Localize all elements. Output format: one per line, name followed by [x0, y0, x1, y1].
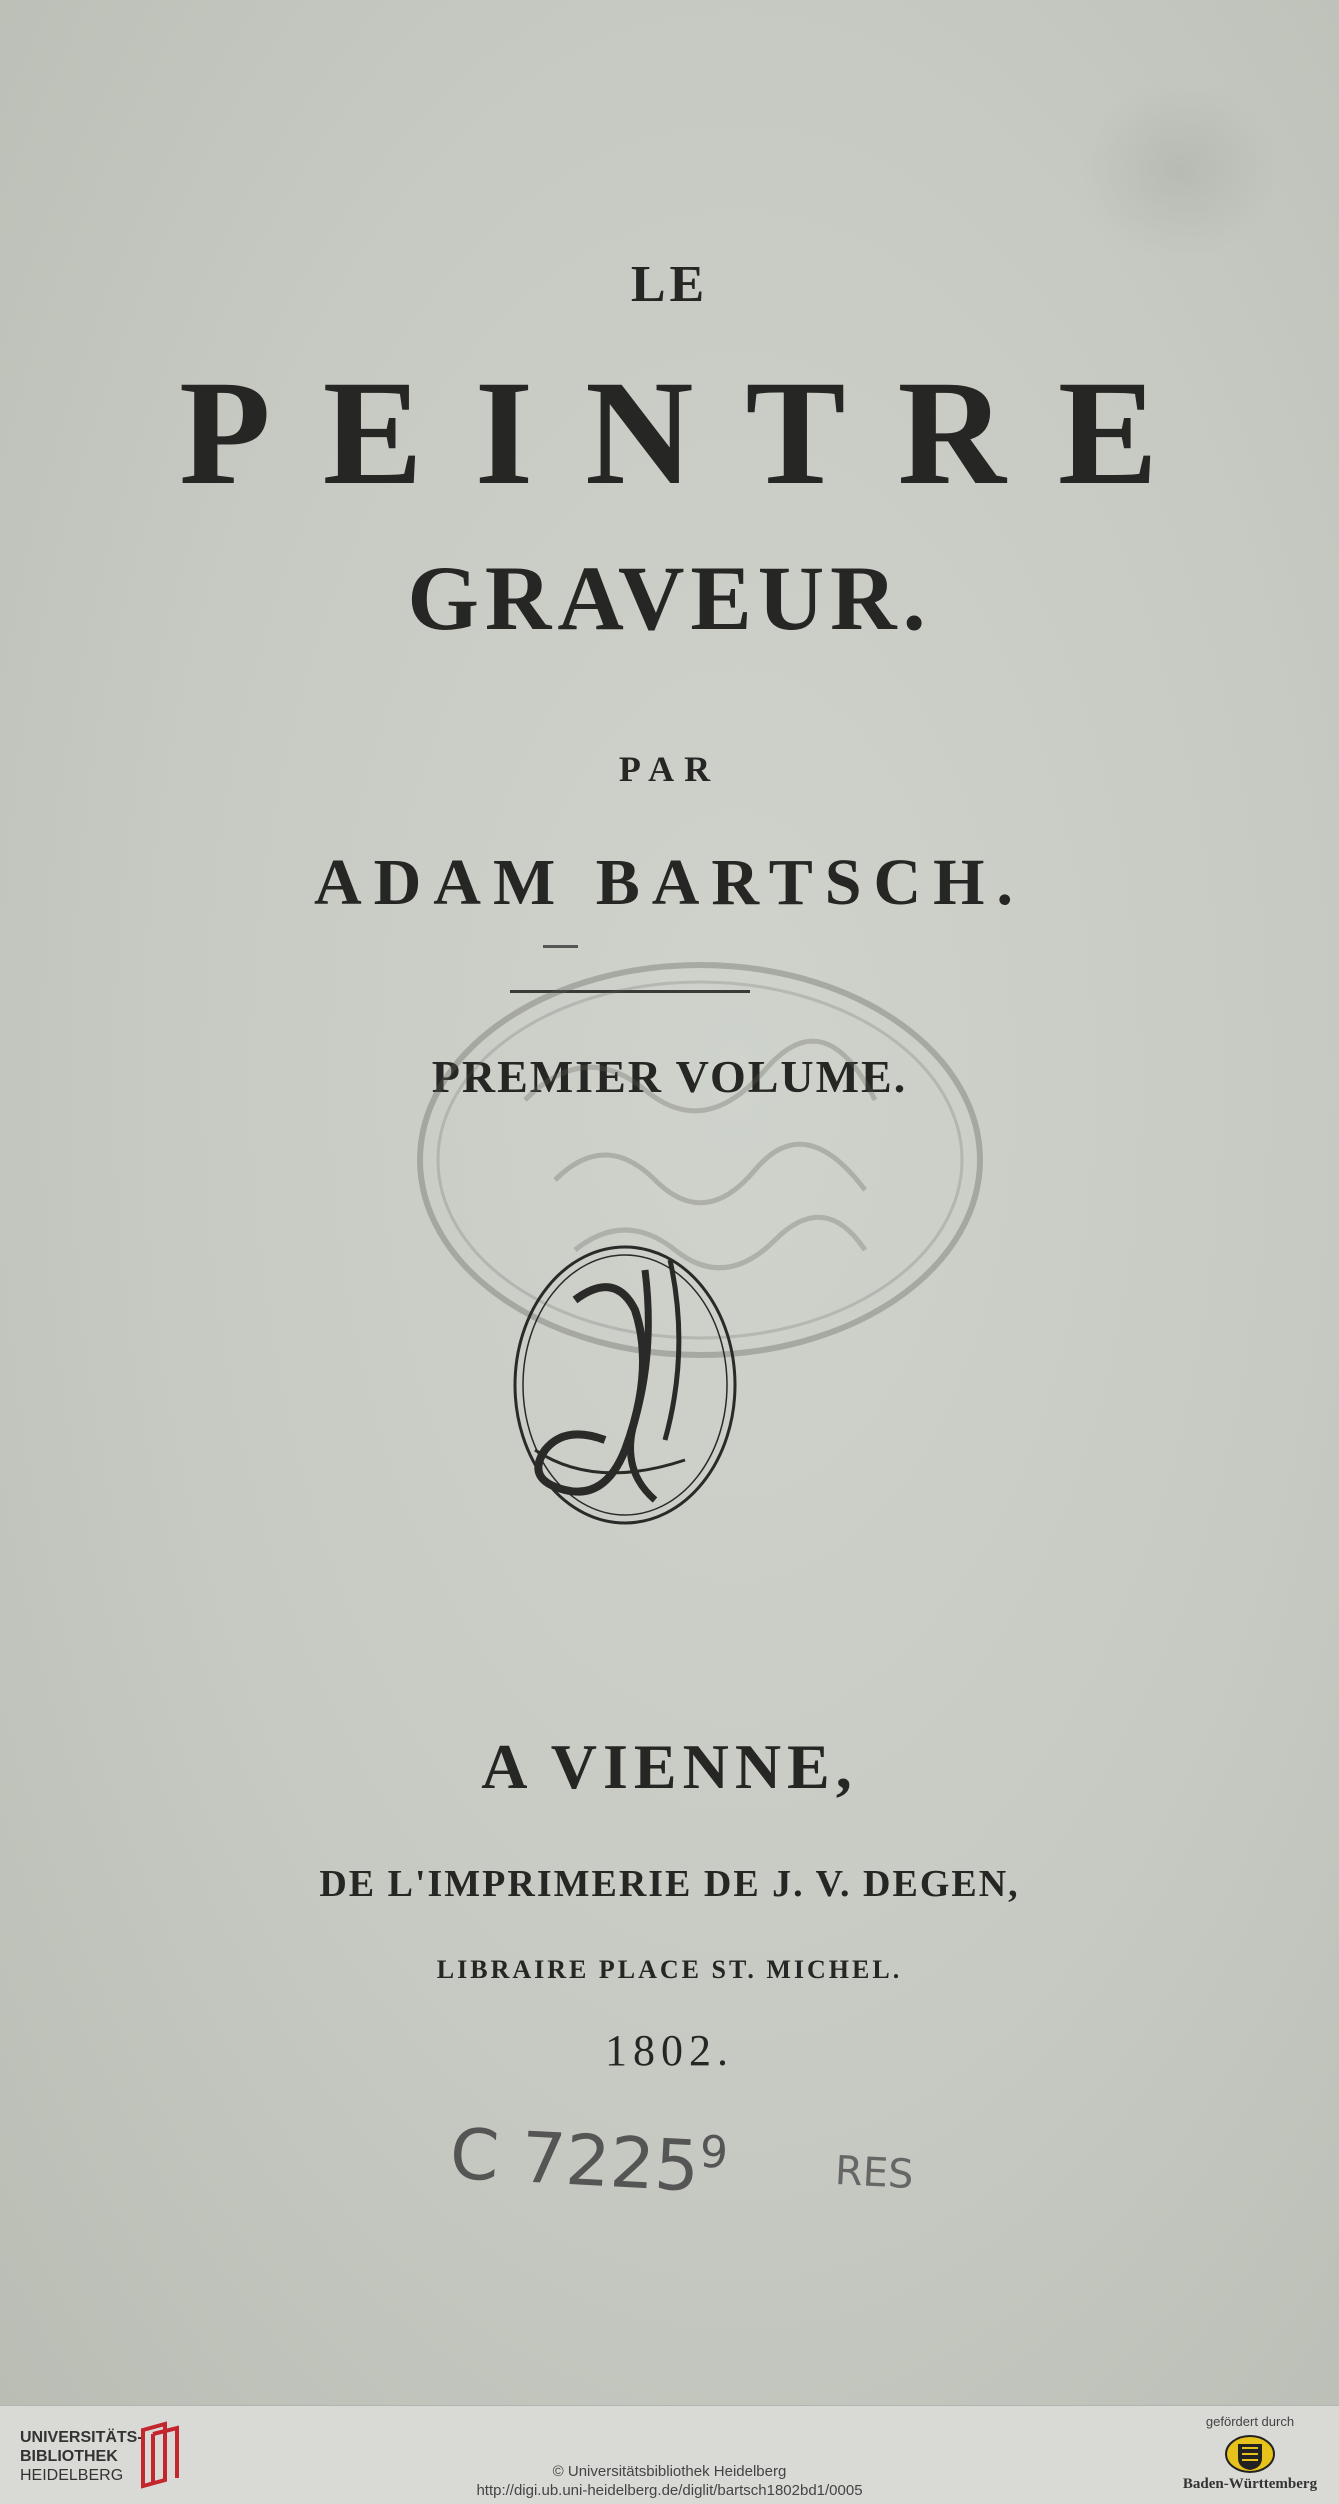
volume-label: PREMIER VOLUME. [431, 1051, 908, 1102]
bookseller-line: LIBRAIRE PLACE ST. MICHEL. [436, 1955, 903, 1984]
ub-line-1: UNIVERSITÄTS- [20, 2429, 143, 2446]
place-of-publication: A VIENNE, [481, 1731, 858, 1802]
ub-line-3: HEIDELBERG [20, 2467, 124, 2484]
copyright-text: © Universitätsbibliothek Heidelberg [552, 2463, 787, 2480]
baden-wuerttemberg-logo-icon [1224, 2434, 1276, 2474]
title-peintre: PEINTRE [179, 350, 1210, 516]
by-line: PAR [618, 749, 721, 789]
short-mark [543, 945, 578, 948]
publisher-monogram-icon [505, 1240, 745, 1530]
handwritten-shelfmark: C 7225$^9$ [448, 2112, 730, 2208]
handwritten-res: RES [833, 2147, 915, 2199]
funder-name: Baden-Württemberg [1182, 2476, 1318, 2492]
funded-by-label: gefördert durch [1205, 2414, 1295, 2429]
publication-year: 1802. [605, 2026, 734, 2075]
title-le: LE [630, 256, 709, 313]
copyright-block [0, 2462, 1339, 2500]
viewer-footer [0, 2405, 1339, 2504]
shelfmark-superscript: 9 [698, 2126, 730, 2179]
permalink-url[interactable]: http://digi.ub.uni-heidelberg.de/diglit/bartsch1802bd1/0005 [476, 2482, 863, 2499]
ub-line-2: BIBLIOTHEK [20, 2448, 118, 2465]
author-name: ADAM BARTSCH. [313, 846, 1026, 919]
title-graveur: GRAVEUR. [407, 547, 932, 649]
printer-line: DE L'IMPRIMERIE DE J. V. DEGEN, [319, 1863, 1020, 1905]
